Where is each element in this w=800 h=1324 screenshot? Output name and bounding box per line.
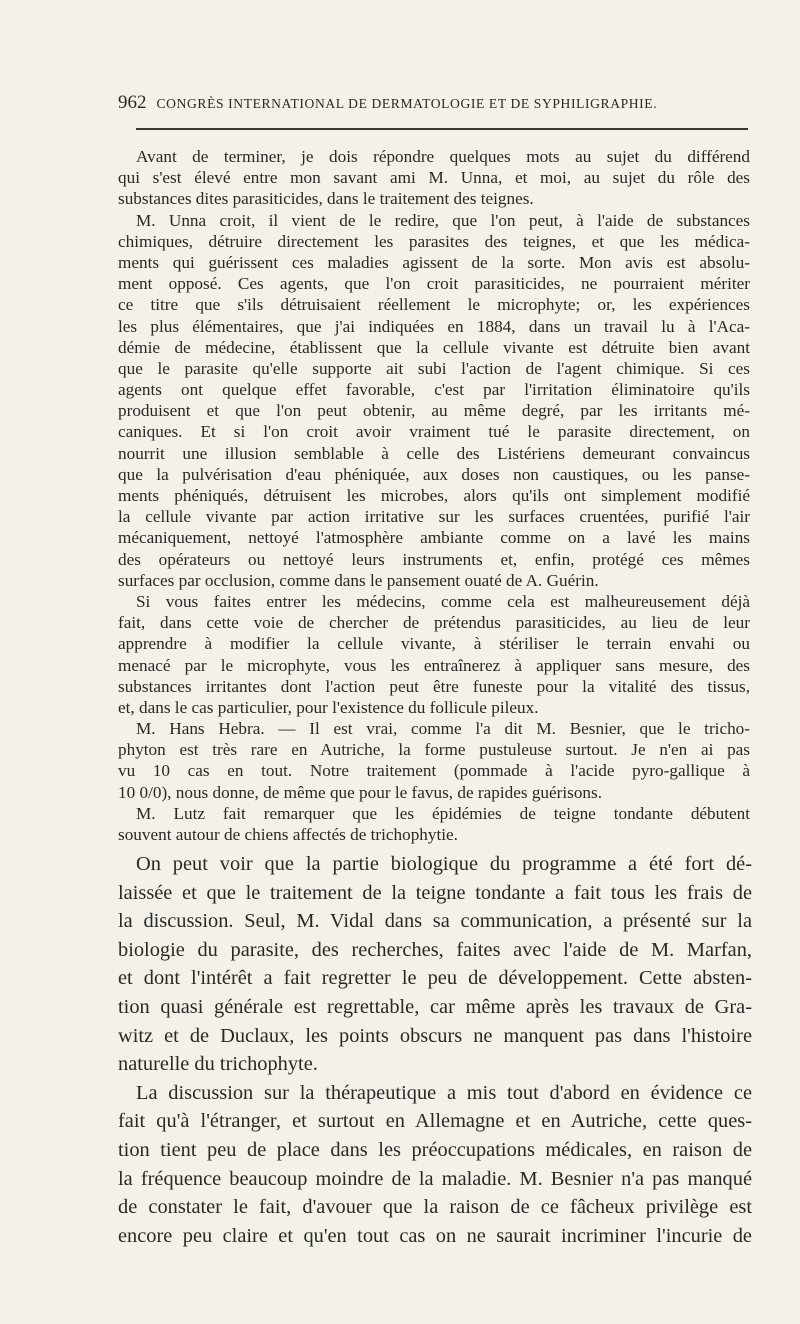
text-line: et dont l'intérêt a fait regretter le peu de développement. Cette absten- <box>118 967 752 990</box>
summary-text <box>118 850 752 1250</box>
text-line: que la pulvérisation d'eau phéniquée, aux doses non caustiques, ou les panse- <box>118 464 750 484</box>
text-line: M. Lutz fait remarquer que les épidémies de teigne tondante débutent <box>136 803 750 823</box>
text-line: On peut voir que la partie biologique du programme a été fort dé- <box>136 853 752 875</box>
text-line: ments phéniqués, détruisent les microbes, alors qu'ils ont simplement modifié <box>118 486 750 505</box>
text-line: démie de médecine, établissent que la cellule vivante est détruite bien avant <box>118 337 750 357</box>
text-line: La discussion sur la thérapeutique a mis tout d'abord en évidence ce <box>136 1081 752 1104</box>
text-line: fait qu'à l'étranger, et surtout en Allemagne et en Autriche, cette ques- <box>118 1110 752 1133</box>
text-line: ments qui guérissent ces maladies agissent de la sorte. Mon avis est absolu- <box>118 252 750 272</box>
text-line: produisent et que l'on peut obtenir, au même degré, par les irritants mé- <box>118 401 750 421</box>
text-line: apprendre à modifier la cellule vivante, à stériliser le terrain envahi ou <box>118 634 750 654</box>
text-line: substances irritantes dont l'action peut être funeste pour la vitalité des tissus, <box>118 676 750 696</box>
text-line: tion quasi générale est regrettable, car même après les travaux de Gra- <box>118 995 752 1018</box>
running-title: CONGRÈS INTERNATIONAL DE DERMATOLOGIE ET DE SYPHILIGRAPHIE. <box>156 96 658 111</box>
text-line: ce titre que s'ils détruisaient réellement le microphyte; or, les expériences <box>118 295 750 315</box>
text-line: que le parasite qu'elle supporte ait subi l'action de l'agent chimique. Si ces <box>118 358 750 378</box>
text-line: la fréquence beaucoup moindre de la maladie. M. Besnier n'a pas manqué <box>118 1167 752 1190</box>
text-line: biologie du parasite, des recherches, faites avec l'aide de M. Marfan, <box>118 938 752 961</box>
running-header <box>118 92 730 114</box>
text-line: fait, dans cette voie de chercher de prétendus parasiticides, au lieu de leur <box>118 613 750 633</box>
text-line: de constater le fait, d'avouer que la raison de ce fâcheux privilège est <box>118 1196 752 1219</box>
page-number: 962 <box>118 92 147 113</box>
text-line: surfaces par occlusion, comme dans le pansement ouaté de A. Guérin. <box>118 570 599 590</box>
text-line: tion tient peu de place dans les préoccupations médicales, en raison de <box>118 1138 752 1161</box>
text-line: Avant de terminer, je dois répondre quelques mots au sujet du différend <box>136 147 750 166</box>
text-line: vu 10 cas en tout. Notre traitement (pommade à l'acide pyro-gallique à <box>118 761 750 781</box>
text-line: M. Hans Hebra. — Il est vrai, comme l'a dit M. Besnier, que le tricho- <box>136 719 750 739</box>
text-line: nourrit une illusion semblable à celle des Listériens demeurant convaincus <box>118 443 750 463</box>
text-line: les plus élémentaires, que j'ai indiquées en 1884, dans un travail lu à l'Aca- <box>118 316 750 336</box>
text-line: substances dites parasiticides, dans le traitement des teignes. <box>118 189 534 209</box>
text-line: naturelle du trichophyte. <box>118 1053 318 1076</box>
text-line: laissée et que le traitement de la teigne tondante a fait tous les frais de <box>118 881 752 904</box>
discussion-text <box>118 146 750 845</box>
text-line: chimiques, détruire directement les parasites des teignes, et que les médica- <box>118 231 750 251</box>
text-line: ment opposé. Ces agents, que l'on croit parasiticides, ne pourraient mériter <box>118 274 750 294</box>
text-line: M. Unna croit, il vient de le redire, que l'on peut, à l'aide de substances <box>136 210 750 230</box>
text-line: menacé par le microphyte, vous les entraînerez à appliquer sans mesure, des <box>118 655 750 675</box>
text-line: et, dans le cas particulier, pour l'existence du follicule pileux. <box>118 697 539 717</box>
text-line: qui s'est élevé entre mon savant ami M. Unna, et moi, au sujet du rôle des <box>118 168 750 188</box>
text-line: witz et de Duclaux, les points obscurs ne manquent pas dans l'histoire <box>118 1024 752 1047</box>
text-line: encore peu claire et qu'en tout cas on ne saurait incriminer l'incurie de <box>118 1224 752 1247</box>
text-line: mécaniquement, nettoyé l'atmosphère ambiante comme on a lavé les mains <box>118 528 750 548</box>
text-line: la cellule vivante par action irritative sur les surfaces cruentées, purifié l'air <box>118 507 750 527</box>
text-line: des opérateurs ou nettoyé leurs instruments et, enfin, protégé ces mêmes <box>118 549 750 569</box>
text-line: 10 0/0), nous donne, de même que pour le favus, de rapides guérisons. <box>118 782 603 802</box>
text-line: Si vous faites entrer les médecins, comme cela est malheureusement déjà <box>136 591 750 611</box>
text-line: souvent autour de chiens affectés de trichophytie. <box>118 825 458 844</box>
text-line: agents ont quelque effet favorable, c'est par l'irritation éliminatoire qu'ils <box>118 380 750 400</box>
text-line: phyton est très rare en Autriche, la forme pustuleuse surtout. Je n'en ai pas <box>118 740 750 760</box>
text-line: la discussion. Seul, M. Vidal dans sa communication, a présenté sur la <box>118 910 752 933</box>
text-line: caniques. Et si l'on croit avoir vraiment tué le parasite directement, on <box>118 422 750 442</box>
header-rule <box>136 128 748 130</box>
